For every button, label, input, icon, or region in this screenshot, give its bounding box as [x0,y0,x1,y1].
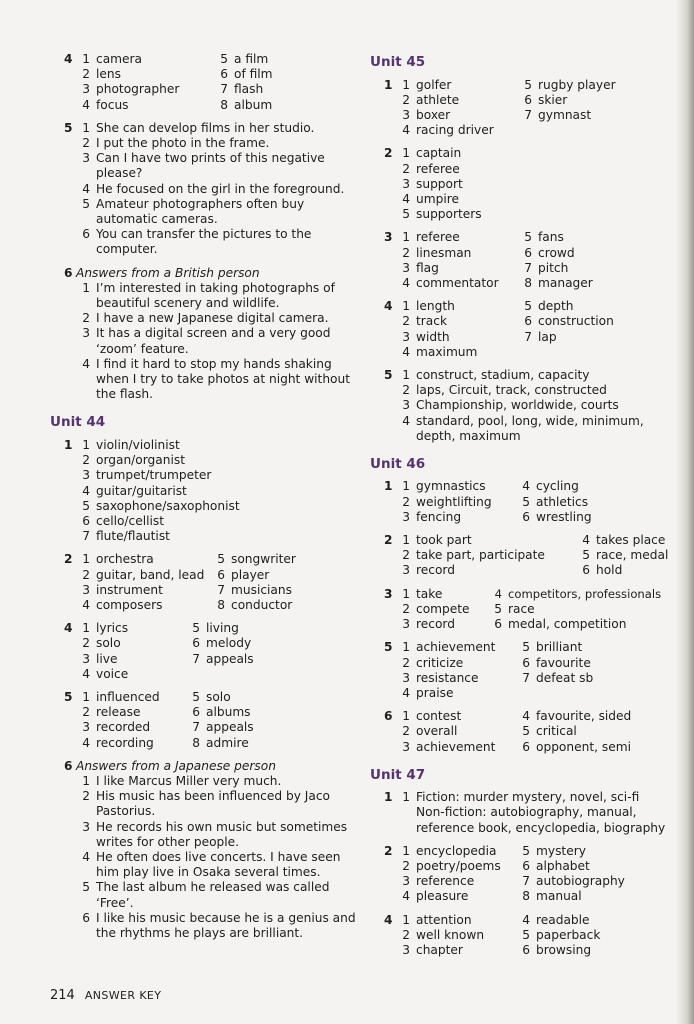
answer-cell: 6 browsing [522,943,592,958]
answer-cell: 6 crowd [524,245,575,260]
answer-row [396,671,675,686]
exercise-number: 3 [384,230,393,245]
answer-cell: 5 race [494,601,535,616]
answer-cell: 6 alphabet [522,859,590,874]
exercise-1 [50,438,360,544]
answer-cell: 6 opponent, semi [522,739,631,754]
answer-item: 4 He focused on the girl in the foreground. [82,181,345,196]
answer-cell: 2 track [402,314,448,329]
answer-cell: 1 influenced [82,690,160,705]
answer-row [76,652,360,667]
answer-cell: 4 recording [82,735,154,750]
answer-cell: 1 camera [82,52,143,66]
answer-cell: 5 race, medal [582,548,669,563]
answer-cell: 4 favourite, sided [522,709,632,724]
answer-item: Non-fiction: autobiography, manual, reference book, encyclopedia, biography [416,805,666,835]
answer-cell: 1 achievement [402,640,496,655]
answer-cell: 3 achievement [402,739,496,754]
footer-label: ANSWER KEY [84,989,162,1002]
exercise-intro: Answers from a British person [76,265,260,280]
answer-row [396,510,675,525]
exercise-number: 2 [64,552,73,567]
answer-cell: 5 rugby player [524,77,616,92]
answer-row [76,598,360,613]
answer-cell: 2 compete [402,601,470,616]
exercise-number: 5 [64,120,73,135]
exercise-number: 6 [64,265,73,280]
exercise-2 [370,844,675,905]
answer-item: 4 standard, pool, long, wide, minimum, depth, maximum [402,413,644,443]
answer-row [396,844,675,859]
answer-cell: 1 attention [402,912,472,927]
unit-45-heading: Unit 45 [370,54,426,70]
answer-item: 1 Fiction: murder mystery, novel, sci-fi [402,790,640,805]
exercise-4 [370,299,675,360]
exercise-5 [370,368,675,444]
exercise-3 [370,230,675,291]
answer-cell: 1 took part [402,533,472,548]
answer-row [396,330,675,345]
answer-cell: 5 athletics [522,494,589,509]
answer-cell: 7 defeat sb [522,670,594,685]
answer-cell: 8 admire [192,735,249,750]
exercise-intro: Answers from a Japanese person [76,758,276,773]
answer-row [396,93,675,108]
answer-row [76,552,360,567]
answer-cell: 5 fans [524,230,564,245]
answer-cell: 4 composers [82,598,163,612]
answer-row [76,98,360,113]
exercise-2 [370,146,675,222]
answer-cell: 3 chapter [402,943,463,958]
exercise-4 [50,621,360,682]
answer-item: 3 It has a digital screen and a very good ‘zoom’ feature. [82,326,331,356]
exercise-number: 6 [64,758,73,773]
answer-cell: 2 criticize [402,655,464,670]
answer-item: 5 The last album he released was called ‘Free’. [82,880,330,910]
answer-cell: 4 competitors, professionals [494,586,662,601]
answer-item: 4 guitar/guitarist [82,483,187,498]
page-edge-shadow [676,0,694,1024]
unit-46-heading: Unit 46 [370,455,426,472]
answer-cell: 6 melody [192,636,252,651]
exercise-number: 4 [384,299,393,314]
answer-cell: 1 take [402,586,443,601]
answer-row [76,82,360,97]
answer-cell: 1 orchestra [82,552,154,567]
answer-cell: 4 pleasure [402,889,469,904]
answer-row [396,889,675,904]
answer-row [76,690,360,705]
answer-cell: 2 poetry/poems [402,859,501,874]
answer-row [396,859,675,874]
answer-cell: 3 instrument [82,582,163,597]
answer-cell: 3 boxer [402,107,451,122]
exercise-2 [50,552,360,613]
exercise-number: 5 [384,640,393,655]
answer-item: 6 You can transfer the pictures to the computer. [82,227,312,257]
answer-row [396,78,675,93]
answer-cell: 7 musicians [217,582,292,597]
answer-cell: 6 skier [524,92,568,107]
answer-cell: 5 depth [524,299,574,314]
exercise-number: 1 [384,790,393,805]
exercise-6 [50,759,360,941]
answer-item: 2 laps, Circuit, track, constructed [402,383,607,398]
answer-row [76,583,360,598]
answer-item: 7 flute/flautist [82,529,170,544]
answer-cell: 8 manual [522,889,582,904]
exercise-number: 2 [384,146,393,161]
answer-item: 3 trumpet/trumpeter [82,468,212,483]
answer-item: 6 cello/cellist [82,513,165,528]
answer-row [396,563,675,578]
answer-row [76,705,360,720]
exercise-number: 4 [64,621,73,636]
answer-cell: 5 living [192,621,239,636]
answer-row [396,495,675,510]
answer-cell: 4 praise [402,685,454,700]
answer-row [76,67,360,82]
answer-row [396,299,675,314]
answer-cell: 1 lyrics [82,621,129,636]
answer-row [396,874,675,889]
answer-cell: 1 gymnastics [402,479,486,494]
answer-row [396,108,675,123]
answer-cell: 6 favourite [522,655,591,670]
answer-row [76,621,360,636]
page-footer [50,987,161,1003]
answer-row [396,913,675,928]
answer-item: 1 I like Marcus Miller very much. [82,774,282,789]
answer-row [396,740,675,755]
answer-item: 1 construct, stadium, capacity [402,367,590,382]
answer-cell: 4 racing driver [402,123,494,138]
answer-cell: 2 lens [82,67,121,82]
answer-cell: 3 recorded [82,720,151,735]
answer-cell: 3 record [402,563,455,578]
answer-row [396,602,675,617]
answer-row [396,230,675,245]
answer-item: 3 Championship, worldwide, courts [402,398,619,413]
answer-cell: 7 appeals [192,720,254,735]
answer-cell: 6 construction [524,314,614,329]
answer-item: 2 His music has been influenced by Jaco Pastorius. [82,789,331,819]
answer-cell: 1 encyclopedia [402,843,497,858]
answer-row [396,724,675,739]
exercise-6 [370,709,675,755]
exercise-number: 4 [384,912,393,927]
answer-row [76,667,360,682]
answer-cell: 8 manager [524,275,593,290]
answer-cell: 1 contest [402,709,462,724]
answer-row [396,479,675,494]
answer-cell: 4 takes place [582,533,666,548]
exercise-5 [50,121,360,258]
answer-item: 4 He often does live concerts. I have seen him play live in Osaka several times. [82,850,341,880]
answer-cell: 1 golfer [402,77,452,92]
answer-row [396,709,675,724]
exercise-5 [370,640,675,701]
answer-cell: 3 record [402,617,455,632]
answer-item: 5 supporters [402,207,482,222]
answer-item: 1 I’m interested in taking photographs of beautiful scenery and wildlife. [82,280,335,311]
answer-cell: 5 mystery [522,843,586,858]
answer-row [396,533,675,548]
exercise-2 [370,533,675,579]
answer-item: 2 organ/organist [82,453,185,468]
answer-cell: 6 medal, competition [494,617,627,632]
answer-item: 6 I like his music because he is a genius and the rhythms he plays are brilliant. [82,910,356,941]
exercise-5 [50,690,360,751]
answer-row [396,548,675,563]
answer-cell: 5 critical [522,724,577,739]
answer-item: 4 umpire [402,191,459,206]
answer-row [396,928,675,943]
exercise-3 [370,587,675,633]
answer-row [76,736,360,751]
answer-item: 3 support [402,176,463,191]
answer-item: 3 He records his own music but sometimes writes for other people. [82,819,348,849]
answer-cell: 4 maximum [402,344,478,359]
answer-cell: 3 live [82,651,118,666]
answer-cell: 3 fencing [402,509,462,524]
answer-row [76,52,360,67]
exercise-number: 4 [64,52,73,66]
answer-cell: 8 conductor [217,598,293,612]
exercise-number: 5 [384,367,393,382]
answer-cell: 3 photographer [82,82,180,97]
answer-cell: 7 pitch [524,260,569,275]
answer-cell: 6 hold [582,563,623,578]
answer-cell: 4 voice [82,666,129,681]
exercise-number: 1 [384,479,393,494]
answer-cell: 2 guitar, band, lead [82,567,205,582]
answer-row [396,246,675,261]
answer-row [396,640,675,655]
answer-item: 2 I have a new Japanese digital camera. [82,311,329,326]
answer-cell: 1 length [402,299,455,314]
answer-cell: 3 flag [402,260,439,275]
answer-cell: 5 solo [192,690,231,705]
answer-cell: 4 focus [82,97,129,112]
answer-cell: 7 appeals [192,651,254,666]
answer-row [396,123,675,138]
answer-cell: 2 weightlifting [402,494,492,509]
right-column [370,52,675,966]
answer-cell: 5 songwriter [217,552,296,567]
answer-item: 5 Amateur photographers often buy automatic cameras. [82,196,305,227]
answer-cell: 2 release [82,705,141,720]
answer-cell: 6 of film [220,67,273,82]
answer-row [396,261,675,276]
answer-cell: 3 resistance [402,670,479,685]
answer-item: 1 She can develop films in her studio. [82,120,315,135]
answer-row [396,943,675,958]
left-column [50,52,360,949]
answer-item: 1 violin/violinist [82,437,180,452]
answer-row [396,587,675,602]
answer-cell: 6 albums [192,705,251,720]
answer-cell: 8 album [220,97,273,112]
answer-cell: 3 reference [402,874,475,889]
answer-cell: 6 player [217,567,270,582]
answer-item: 2 I put the photo in the frame. [82,136,270,151]
exercise-number: 2 [384,533,393,548]
answer-row [396,314,675,329]
answer-cell: 4 cycling [522,479,579,494]
answer-cell: 7 autobiography [522,874,625,889]
answer-cell: 7 lap [524,329,557,344]
answer-row [396,276,675,291]
exercise-4 [50,52,360,113]
answer-cell: 5 brilliant [522,640,583,655]
answer-cell: 3 width [402,329,450,344]
answer-cell: 4 commentator [402,275,499,290]
answer-cell: 2 take part, participate [402,548,545,563]
exercise-4 [370,913,675,959]
unit-44-heading: Unit 44 [50,414,106,431]
answer-cell: 4 readable [522,912,590,927]
answer-item: 3 Can I have two prints of this negative please? [82,151,325,181]
answer-row [396,345,675,360]
exercise-1 [370,479,675,525]
answer-item: 1 captain [402,146,462,161]
exercise-number: 5 [64,690,73,705]
answer-cell: 5 paperback [522,927,601,942]
answer-cell: 2 linesman [402,245,472,260]
answer-cell: 2 well known [402,927,485,942]
exercise-number: 2 [384,843,393,858]
answer-item: 5 saxophone/saxophonist [82,498,240,513]
exercise-1 [370,78,675,139]
exercise-number: 6 [384,709,393,724]
page-number: 214 [50,988,75,1003]
answer-cell: 2 athlete [402,92,460,107]
answer-cell: 7 flash [220,82,264,97]
exercise-number: 1 [64,437,73,452]
exercise-number: 3 [384,586,393,601]
exercise-number: 1 [384,77,393,92]
unit-47-heading: Unit 47 [370,766,426,783]
exercise-1 [370,790,675,836]
answer-item: 2 referee [402,161,460,176]
answer-cell: 7 gymnast [524,107,592,122]
answer-cell: 2 overall [402,724,458,739]
answer-cell: 2 solo [82,636,121,651]
answer-cell: 6 wrestling [522,509,592,524]
answer-cell: 1 referee [402,230,460,245]
exercise-6 [50,266,360,403]
answer-row [76,720,360,735]
answer-row [76,636,360,651]
answer-item: 4 I find it hard to stop my hands shaking when I try to take photos at night without the flash. [82,356,351,402]
answer-row [396,686,675,701]
answer-row [396,617,675,632]
answer-row [76,568,360,583]
answer-cell: 5 a film [220,52,269,66]
answer-row [396,656,675,671]
